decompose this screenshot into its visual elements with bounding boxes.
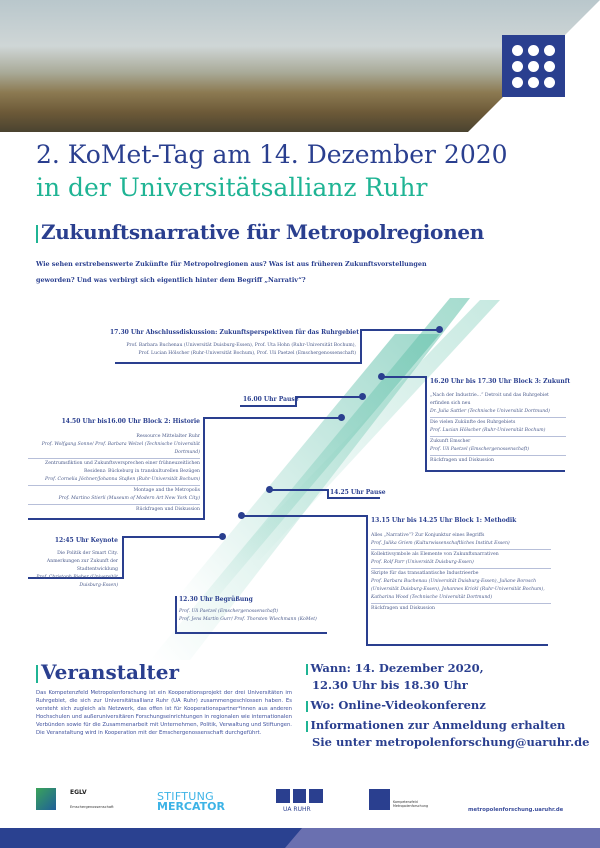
connector-line [175, 632, 327, 634]
talk-title: Zukunft Emscher [430, 439, 471, 444]
session-keynote [28, 537, 118, 590]
talk-speaker: Prof. Christoph Bieber (Universität Duisburg-Essen) [36, 575, 118, 588]
organizer-text: Das Kompetenzfeld Metropolenforschung ist ein Kooperationsprojekt der drei Universitäten im Ruhrgebiet, die sich zur Universitätsallianz Ruhr (UA Ruhr) zusammengeschlossen haben. Es versteht sich zugleich als Netzwerk, das offen ist für Kooperationspartner*innen aus anderen Hochschulen und außeruniversitären Forschungseinrichtungen in regionalen wie internationalen Verbünden sowie für die Zusammenarbeit mit Unternehmen, Politik, Verwaltung und Stiftungen. Die Veranstaltung wird in Kooperation mit der Emschergenossenschaft durchgeführt. [36, 690, 292, 736]
talk-speaker: Prof. Jens Martin Gurr/ Prof. Thorsten Wiechmann (KoMet) [179, 617, 317, 622]
connector-line [204, 417, 342, 419]
talk-speaker: Prof. Cornelia Jöchner/Johanna Staßen (Ruhr-Universität Bochum) [45, 477, 200, 482]
info-where [306, 697, 486, 714]
title-line1: 2. KoMet-Tag am 14. Dezember 2020 [36, 140, 508, 169]
timeline-dot [359, 393, 366, 400]
talk-speaker: Prof. Wolfgang Sonne/ Prof. Barbara Welzel (Technische Universität Dortmund) [41, 442, 200, 455]
talk-speaker: Dr. Julia Sattler (Technische Universität Dortmund) [430, 409, 550, 414]
session-heading: 17.30 Uhr Abschlussdiskussion: Zukunftsperspektiven für das Ruhrgebiet [110, 329, 360, 336]
organizer-heading-text: Veranstalter [41, 660, 179, 684]
session-block3 [430, 378, 571, 466]
uaruhr-logo-text: UA RUHR [283, 806, 311, 813]
accent-bar [306, 721, 308, 732]
when-time: 12.30 Uhr bis 18.30 Uhr [312, 678, 468, 692]
connector-line [366, 515, 368, 645]
connector-line [327, 497, 380, 499]
session-block2 [28, 418, 200, 515]
registration-text: Informationen zur Anmeldung erhalten [310, 718, 566, 732]
connector-line [425, 470, 565, 472]
talk-title: Skripte für das transatlantische Industrieerbe [371, 571, 479, 576]
connector-line [366, 644, 548, 646]
connector-line [28, 518, 205, 520]
connector-line [122, 536, 124, 578]
accent-bar [306, 664, 308, 675]
talk-title: Kollektivsymbole als Elemente von Zukunftsnarrativen [371, 552, 499, 557]
connector-line [115, 362, 362, 364]
talk-speaker: Prof. Rolf Parr (Universität Duisburg-Essen) [371, 560, 474, 565]
session-heading: 16.20 Uhr bis 17.30 Uhr Block 3: Zukunft [430, 378, 571, 385]
subtitle-text: Zukunftsnarrative für Metropolregionen [41, 220, 484, 244]
connector-line [382, 376, 426, 378]
intro-text: Wie sehen erstrebenswerte Zukünfte für Metropolregionen aus? Was ist aus früheren Zukunftsvorstellungen geworden? Und was verbirgt sich eigentlich hinter dem Begriff „Narrativ“? [36, 260, 427, 284]
komet-text1: Kompetenzfeld [393, 800, 418, 804]
info-registration [306, 717, 589, 751]
talk-speaker: Prof. Barbara Buchenau (Universität Duisburg-Essen), Juliane Borosch (Universität Duisburg-Essen), Johannes Krickl (Ruhr-Universität Bochum), Katharina Wood (Technische Universität Dortmund) [371, 579, 545, 600]
komet-text2: Metropolenforschung [393, 804, 429, 808]
connector-line [242, 515, 367, 517]
talk-speaker: Prof. Julika Griem (Kulturwissenschaftliches Institut Essen) [371, 541, 510, 546]
connector-line [123, 536, 223, 538]
when-text: Wann: 14. Dezember 2020, [310, 661, 484, 675]
title-line2: in der Universitätsallianz Ruhr [36, 173, 428, 202]
connector-line [296, 396, 363, 398]
talk-title: Zentrumsfiktion und Zukunftsversprechen einer frühneuzeitlichen Residenz: Bückeburg in transkulturellen Bezügen [45, 461, 200, 474]
session-closing [110, 329, 360, 358]
connector-line [360, 329, 362, 363]
talk-title: Rückfragen und Diskussion [371, 606, 435, 611]
komet-small-logo-icon [369, 789, 390, 810]
mercator-logo-line2: MERCATOR [157, 800, 225, 813]
session-block1 [371, 517, 551, 614]
session-heading: 12.30 Uhr Begrüßung [179, 596, 253, 603]
talk-speaker: Prof. Lucian Hölscher (Ruhr-Universität Bochum) [430, 428, 546, 433]
komet-small-logo-text [393, 800, 428, 808]
session-heading: 13.15 Uhr bis 14.25 Uhr Block 1: Methodik [371, 517, 517, 524]
talk-title: „Nach der Industrie...“ Detroit und das Ruhrgebiet erfinden sich neu [430, 393, 549, 406]
eglv-logo-subtext: Emschergenossenschaft [70, 805, 114, 809]
mercator-logo-line1: STIFTUNG [157, 790, 215, 803]
connector-line [175, 596, 177, 633]
talk-title: Montage and the Metropolis [133, 488, 200, 493]
info-when [306, 660, 484, 694]
talk-speaker: Prof. Uli Paetzel (Emschergenossenschaft) [430, 447, 530, 452]
connector-line [361, 329, 439, 331]
connector-line [203, 417, 205, 519]
accent-bar [306, 701, 308, 712]
session-speakers: Prof. Barbara Buchenau (Universität Duisburg-Essen), Prof. Uta Hohn (Ruhr-Universität Bochum), [126, 343, 356, 348]
talk-speaker: Prof. Uli Paetzel (Emschergenossenschaft) [179, 609, 279, 614]
talk-title: Alles „Narrative“? Zur Konjunktur eines Begriffs [371, 533, 485, 538]
talk-title: Die Politik der Smart City. Anmerkungen zur Zukunft der Stadtentwicklung [46, 551, 118, 572]
connector-line [270, 489, 328, 491]
accent-bar [36, 665, 38, 683]
registration-email[interactable]: Sie unter metropolenforschung@uaruhr.de [312, 735, 590, 749]
session-pause-1425: 14.25 Uhr Pause [330, 489, 386, 496]
connector-line [425, 376, 427, 471]
website-link[interactable]: metropolenforschung.uaruhr.de [468, 807, 564, 813]
connector-line [240, 405, 297, 407]
talk-title: Rückfragen und Diskussion [136, 507, 200, 512]
talk-title: Rückfragen und Diskussion [430, 458, 494, 463]
organizer-heading [36, 660, 179, 684]
session-speakers: Prof. Lucian Hölscher (Ruhr-Universität Bochum), Prof. Uli Paetzel (Emschergenossenschaft) [138, 351, 356, 356]
eglv-logo-text: EGLV [70, 789, 87, 796]
session-pause-1600: 16.00 Uhr Pause [243, 396, 299, 403]
footer-bar [0, 828, 600, 848]
session-heading: 12:45 Uhr Keynote [54, 537, 118, 544]
talk-speaker: Prof. Martino Stierli (Museum of Modern Art New York City) [58, 496, 200, 501]
session-heading: 14.50 Uhr bis16.00 Uhr Block 2: Historie [61, 418, 200, 425]
eglv-logo-icon [36, 788, 56, 810]
where-text: Wo: Online-Videokonferenz [310, 698, 486, 712]
talk-title: Die vielen Zukünfte des Ruhrgebiets [430, 420, 516, 425]
session-welcome [179, 596, 329, 624]
talk-title: Ressource Mittelalter Ruhr [136, 434, 200, 439]
uaruhr-logo-icon [276, 789, 323, 803]
timeline-dot [436, 326, 443, 333]
